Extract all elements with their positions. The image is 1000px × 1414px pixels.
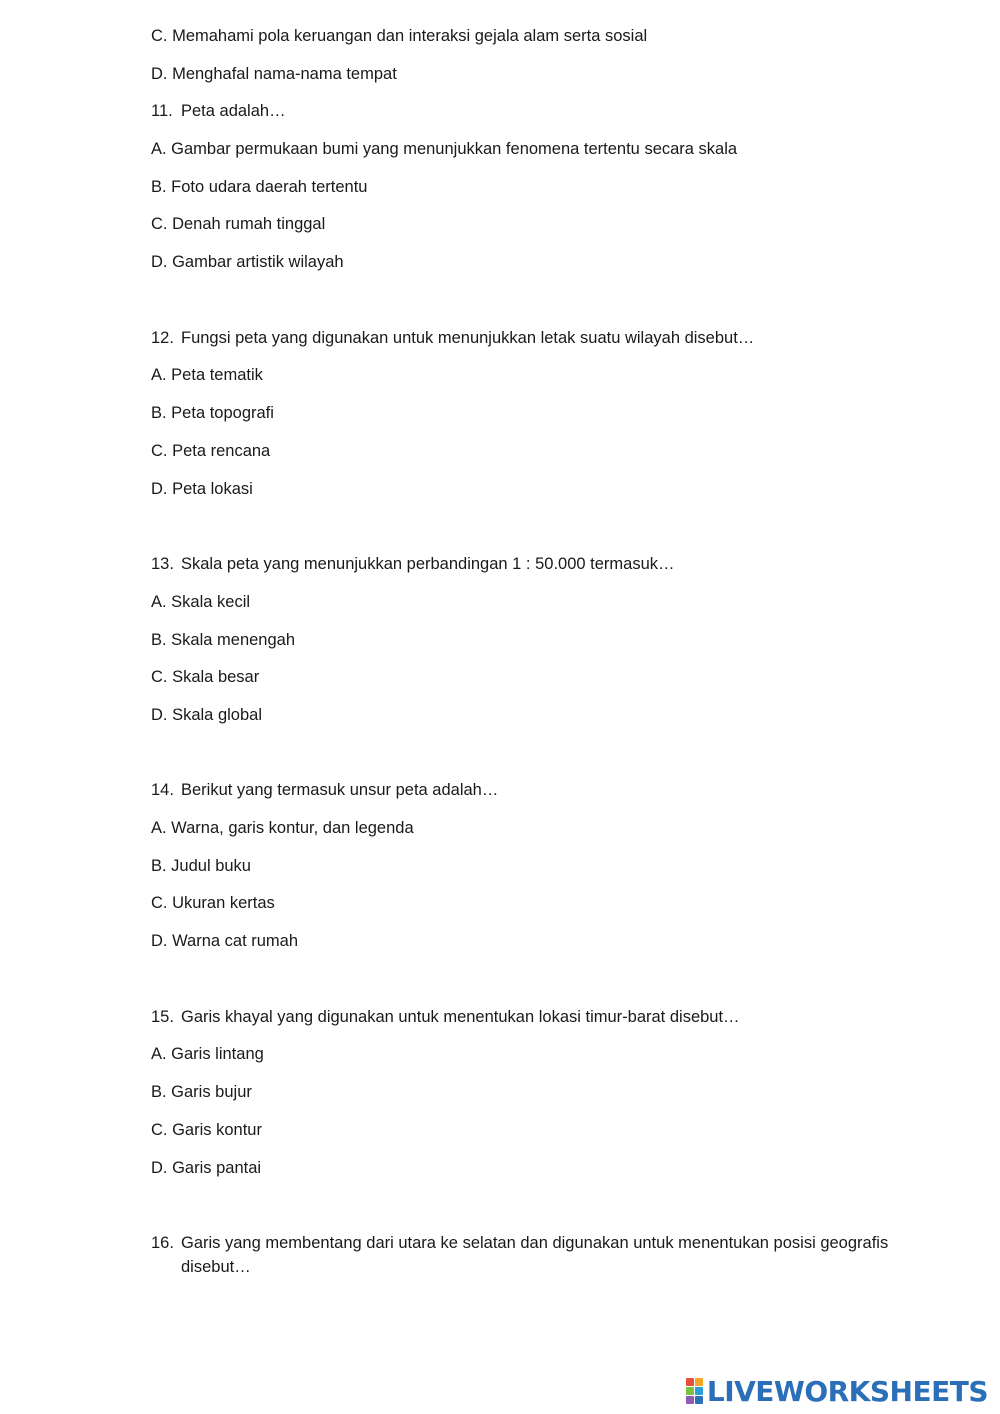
logo-text: LIVEWORKSHEETS	[706, 1374, 988, 1408]
option-c: C. Peta rencana	[151, 442, 271, 460]
option-a: A. Gambar permukaan bumi yang menunjukkan fenomena tertentu secara skala	[151, 140, 738, 158]
question-16	[151, 1232, 888, 1254]
logo-square	[695, 1378, 703, 1386]
question-number: 12.	[151, 329, 174, 347]
option-d: D. Menghafal nama-nama tempat	[151, 65, 397, 83]
option-d: D. Gambar artistik wilayah	[151, 253, 344, 271]
option-d: D. Warna cat rumah	[151, 932, 299, 950]
question-text: Peta adalah…	[181, 102, 286, 120]
question-number: 14.	[151, 781, 174, 799]
question-text: Skala peta yang menunjukkan perbandingan 1 : 50.000 termasuk…	[181, 555, 675, 573]
option-c: C. Memahami pola keruangan dan interaksi gejala alam serta sosial	[151, 27, 648, 45]
option-c: C. Garis kontur	[151, 1121, 262, 1139]
logo-mark-icon	[686, 1378, 703, 1404]
question-number: 15.	[151, 1008, 174, 1026]
option-d: D. Garis pantai	[151, 1159, 262, 1177]
logo-square	[686, 1396, 694, 1404]
option-a: A. Peta tematik	[151, 366, 263, 384]
question-12	[151, 327, 754, 349]
question-number: 13.	[151, 555, 174, 573]
option-a: A. Warna, garis kontur, dan legenda	[151, 819, 414, 837]
logo-square	[695, 1387, 703, 1395]
option-b: B. Foto udara daerah tertentu	[151, 178, 368, 196]
option-b: B. Judul buku	[151, 857, 251, 875]
question-13	[151, 553, 675, 575]
question-text: Garis yang membentang dari utara ke selatan dan digunakan untuk menentukan posisi geografis	[181, 1234, 889, 1252]
logo-square	[686, 1387, 694, 1395]
question-text: Fungsi peta yang digunakan untuk menunjukkan letak suatu wilayah disebut…	[181, 329, 755, 347]
question-number: 16.	[151, 1234, 174, 1252]
option-d: D. Skala global	[151, 706, 262, 724]
question-14	[151, 779, 498, 801]
option-c: C. Ukuran kertas	[151, 894, 275, 912]
logo-square	[686, 1378, 694, 1386]
option-d: D. Peta lokasi	[151, 480, 253, 498]
option-a: A. Skala kecil	[151, 593, 251, 611]
option-c: C. Denah rumah tinggal	[151, 215, 326, 233]
question-16-continuation: disebut…	[181, 1258, 251, 1276]
option-b: B. Peta topografi	[151, 404, 274, 422]
question-15	[151, 1006, 740, 1028]
question-11	[151, 100, 286, 122]
option-b: B. Garis bujur	[151, 1083, 252, 1101]
logo-square	[695, 1396, 703, 1404]
question-number: 11.	[151, 102, 173, 120]
question-text: Berikut yang termasuk unsur peta adalah…	[181, 781, 499, 799]
option-a: A. Garis lintang	[151, 1045, 264, 1063]
liveworksheets-logo	[686, 1374, 988, 1408]
option-c: C. Skala besar	[151, 668, 260, 686]
option-b: B. Skala menengah	[151, 631, 296, 649]
question-text: Garis khayal yang digunakan untuk menentukan lokasi timur-barat disebut…	[181, 1008, 740, 1026]
